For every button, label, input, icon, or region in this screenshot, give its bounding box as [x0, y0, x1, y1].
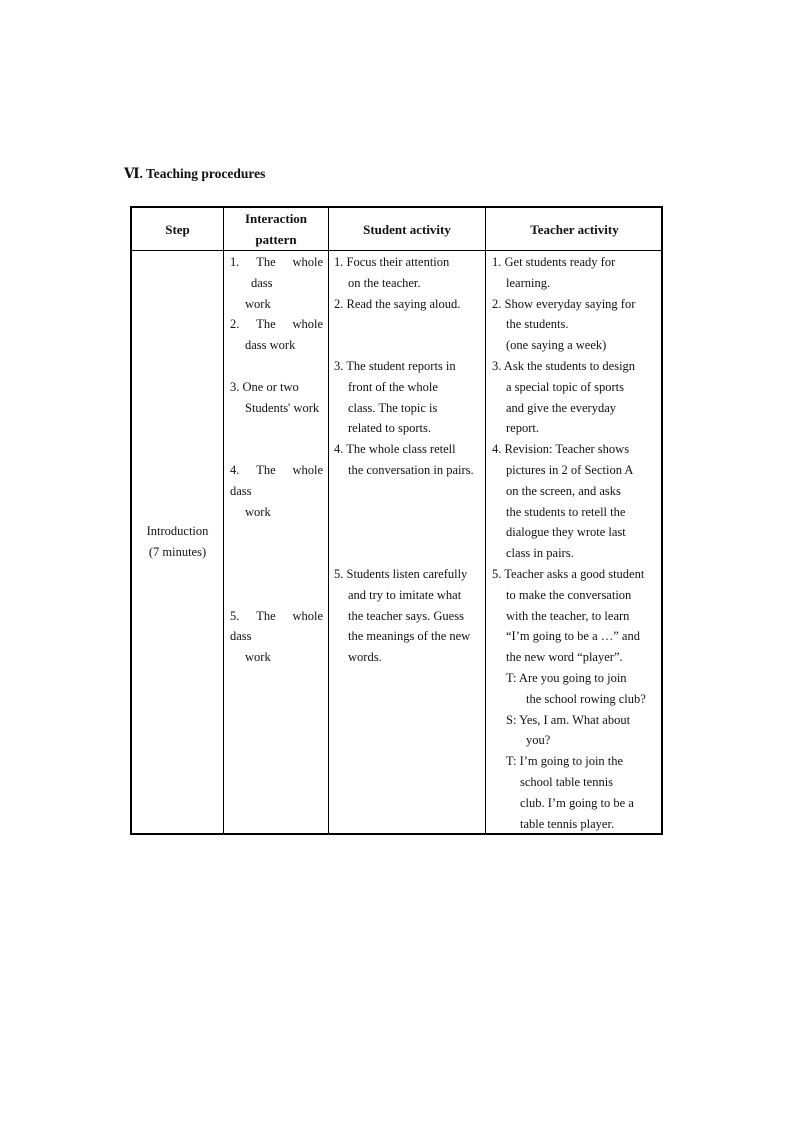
dialogue-line: S: Yes, I am. What about	[506, 712, 631, 727]
header-interaction-pattern	[224, 208, 328, 250]
teaching-procedures-table	[130, 206, 663, 835]
list-item: 4. The whole	[230, 462, 323, 477]
list-item: 2. The whole	[230, 317, 323, 332]
list-item: 5. Students listen carefully	[334, 566, 468, 581]
header-student-activity: Student activity	[363, 221, 451, 237]
header-divider	[132, 250, 661, 251]
dialogue-line: T: I’m going to join the	[506, 754, 624, 769]
dialogue-line: T: Are you going to join	[506, 670, 627, 685]
list-item: 3. The student reports in	[334, 358, 456, 373]
teacher-activity-column: 1. Get students ready for learning. 2. Show everyday saying for the students. (one saying a week) 3. Ask the students to design a special topic of sports and give the everyday report. 4. Revision: Teacher shows pictures in 2 of Section A on the screen, and asks the students to retell the dialogue they wrote last class in pairs. 5. Teacher asks a good student to make the conversation with the teacher, to learn “I’m going to be a …” and the new word “player”. T: Are you going to join the school rowing club? S: Yes, I am. What about you? T: I’m going to join the school table tennis club. I’m going to be a table tennis player.	[492, 252, 658, 834]
list-item: 4. The whole class retell	[334, 442, 456, 457]
list-item: 2. Show everyday saying for	[492, 296, 636, 311]
step-duration: (7 minutes)	[148, 544, 207, 559]
column-divider	[485, 208, 486, 833]
header-teacher-activity: Teacher activity	[530, 221, 619, 237]
interaction-pattern-column: 1. The whole dass work 2. The whole dass work 3. One or two Students' work 4. The whole dass work 5. The whole dass work	[230, 252, 323, 668]
section-heading: Ⅵ. Teaching procedures	[124, 166, 266, 181]
list-item: 5. Teacher asks a good student	[492, 566, 645, 581]
step-name: Introduction	[146, 524, 209, 538]
header-interaction-line-1: Interaction	[244, 211, 308, 226]
list-item: 1. Focus their attention	[334, 255, 450, 269]
step-cell	[132, 521, 223, 563]
list-item: 1. Get students ready for	[492, 255, 616, 269]
column-divider	[328, 208, 329, 833]
student-activity-column: 1. Focus their attention on the teacher. 2. Read the saying aloud. 3. The student reports in front of the whole class. The topic is related to sports. 4. The whole class retell the conversation in pairs. 5. Students listen carefully and try to imitate what the teacher says. Guess the meanings of the new words.	[334, 252, 482, 668]
list-item: 4. Revision: Teacher shows	[492, 442, 630, 457]
column-divider	[223, 208, 224, 833]
list-item: 5. The whole	[230, 608, 323, 623]
header-interaction-line-2: pattern	[255, 232, 297, 247]
list-item: 1. The whole	[230, 255, 323, 269]
list-item: 3. One or two	[230, 379, 299, 394]
list-item: 2. Read the saying aloud.	[334, 296, 461, 311]
header-step: Step	[165, 221, 190, 237]
list-item: 3. Ask the students to design	[492, 358, 636, 373]
